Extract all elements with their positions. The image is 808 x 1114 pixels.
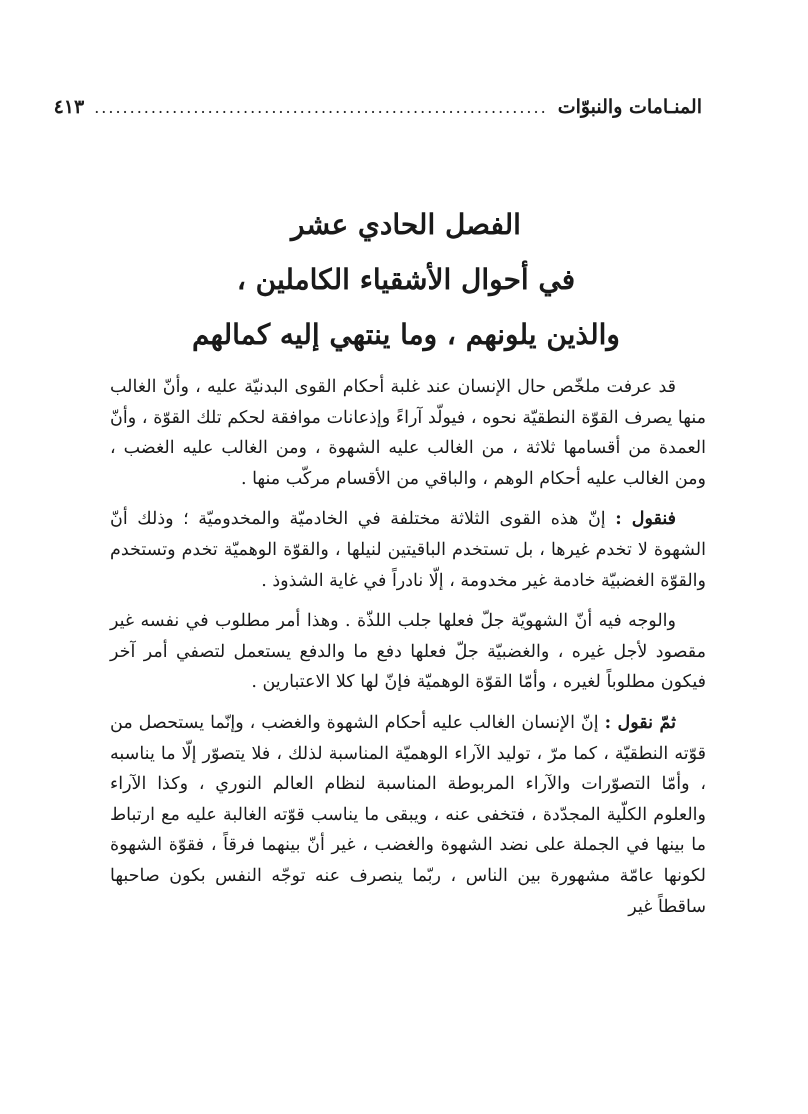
paragraph-1 (110, 372, 706, 494)
paragraph-4 (110, 708, 706, 922)
paragraph-1-text: قد عرفت ملخّص حال الإنسان عند غلبة أحكام القوى البدنيّة عليه ، وأنّ الغالب منها يصرف القوّة النطقيّة نحوه ، فيولّد آراءً وإذعانات موافقة لحكم تلك القوّة ، وأنّ العمدة من أقسامها ثلاثة ، من الغالب عليه الشهوة ، ومن الغالب عليه الغضب ، ومن الغالب عليه أحكام الوهم ، والباقي من الأقسام مركّب منها . (110, 377, 706, 489)
paragraph-2 (110, 504, 706, 596)
page-number: ٤١٣ (53, 96, 85, 118)
running-head-title: المنـامات والنبوّات (557, 96, 702, 118)
body-text (110, 372, 706, 932)
leader-dots: ................................................................ (94, 97, 548, 117)
chapter-title-line-2: والذين يلونهم ، وما ينتهي إليه كمالهم (192, 318, 620, 351)
paragraph-4-lead: ثمّ نقول : (604, 712, 676, 733)
running-head (53, 92, 702, 122)
paragraph-4-text: إنّ الإنسان الغالب عليه أحكام الشهوة والغضب ، وإنّما يستحصل من قوّته النطقيّة ، كما مرّ ، توليد الآراء الوهميّة المناسبة لذلك ، فلا يتصوّر إلّا ما يناسبه ، وأمّا التصوّرات والآراء المربوطة المناسبة لنظام العالم النوري ، وكذا الآراء والعلوم الكلّية المجدّدة ، فتخفى عنه ، ويبقى ما يناسب قوّته الغالبة عليه مع ارتباط ما بينها في الجملة على نضد الشهوة والغضب ، غير أنّ بينهما فرقاً ، فقوّة الشهوة لكونها عامّة مشهورة بين الناس ، ربّما ينصرف عنه توجّه النفس بكون صاحبها ساقطاً غير (110, 712, 706, 917)
chapter-title-line-1: في أحوال الأشقياء الكاملين ، (236, 263, 576, 296)
chapter-heading (110, 210, 702, 375)
paragraph-3-text: والوجه فيه أنّ الشهويّة جلّ فعلها جلب اللذّة . وهذا أمر مطلوب في نفسه غير مقصود لأجل غيره ، والغضبيّة جلّ فعلها دفع ما والدفع يستعمل لتصفي أمر آخر فيكون مطلوباً لغيره ، وأمّا القوّة الوهميّة فإنّ لها كلا الاعتبارين . (110, 611, 706, 693)
chapter-number: الفصل الحادي عشر (291, 208, 521, 241)
paragraph-3 (110, 606, 706, 698)
paragraph-2-lead: فنقول : (615, 509, 676, 530)
paragraph-2-text: إنّ هذه القوى الثلاثة مختلفة في الخادميّة والمخدوميّة ؛ وذلك أنّ الشهوة لا تخدم غيرها ، بل تستخدم الباقيتين لنيلها ، والقوّة الوهميّة تخدم وتستخدم والقوّة الغضبيّة خادمة غير مخدومة ، إلّا نادراً في غاية الشذوذ . (110, 509, 706, 591)
